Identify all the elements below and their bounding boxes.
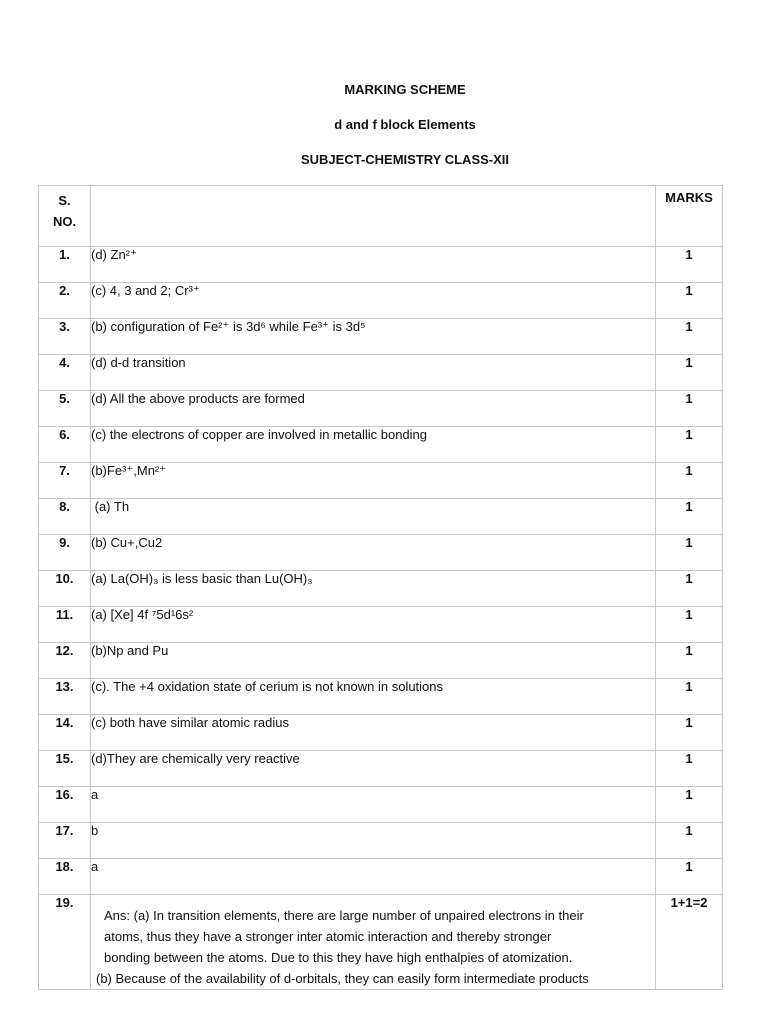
table-row bbox=[39, 679, 723, 715]
table-row bbox=[39, 355, 723, 391]
row-sno: 3. bbox=[39, 319, 91, 355]
row-sno: 9. bbox=[39, 535, 91, 571]
table-row bbox=[39, 535, 723, 571]
row-answer: (c) the electrons of copper are involved in metallic bonding bbox=[91, 427, 656, 463]
table-row bbox=[39, 607, 723, 643]
answer-line-2: atoms, thus they have a stronger inter atomic interaction and thereby stronger bbox=[104, 929, 552, 944]
table-row bbox=[39, 247, 723, 283]
row-answer: (c) both have similar atomic radius bbox=[91, 715, 656, 751]
row-sno: 1. bbox=[39, 247, 91, 283]
row-marks: 1 bbox=[656, 499, 723, 535]
answer-line-1: Ans: (a) In transition elements, there are large number of unpaired electrons in their bbox=[104, 908, 584, 923]
document-topic: d and f block Elements bbox=[334, 117, 476, 132]
row-marks: 1 bbox=[656, 427, 723, 463]
row-sno: 5. bbox=[39, 391, 91, 427]
table-row bbox=[39, 319, 723, 355]
row-answer: (d) All the above products are formed bbox=[91, 391, 656, 427]
row-marks: 1 bbox=[656, 391, 723, 427]
table-row bbox=[39, 643, 723, 679]
row-answer: (a) La(OH)₃ is less basic than Lu(OH)₃ bbox=[91, 571, 656, 607]
row-sno: 4. bbox=[39, 355, 91, 391]
row-sno: 19. bbox=[39, 895, 91, 990]
row-sno: 14. bbox=[39, 715, 91, 751]
row-marks: 1 bbox=[656, 283, 723, 319]
header-sno-line2: NO. bbox=[52, 214, 77, 229]
row-answer: (b) configuration of Fe²⁺ is 3d⁶ while Fe³⁺ is 3d⁵ bbox=[91, 319, 656, 355]
table-row bbox=[39, 715, 723, 751]
row-answer: (b) Cu+,Cu2 bbox=[91, 535, 656, 571]
header-sno bbox=[39, 186, 91, 247]
row-answer: (b)Np and Pu bbox=[91, 643, 656, 679]
row-sno: 2. bbox=[39, 283, 91, 319]
row-answer: (c) 4, 3 and 2; Cr³⁺ bbox=[91, 283, 656, 319]
row-sno: 7. bbox=[39, 463, 91, 499]
row-sno: 13. bbox=[39, 679, 91, 715]
row-answer: (a) Th bbox=[91, 499, 656, 535]
row-sno: 8. bbox=[39, 499, 91, 535]
row-marks: 1 bbox=[656, 859, 723, 895]
row-marks: 1 bbox=[656, 643, 723, 679]
header-sno-line1: S. bbox=[58, 193, 71, 208]
table-row bbox=[39, 787, 723, 823]
table-row bbox=[39, 823, 723, 859]
row-answer-long bbox=[91, 895, 656, 990]
row-marks: 1 bbox=[656, 571, 723, 607]
table-row bbox=[39, 499, 723, 535]
row-marks: 1 bbox=[656, 787, 723, 823]
table-row bbox=[39, 571, 723, 607]
table-row bbox=[39, 751, 723, 787]
row-answer: (b)Fe³⁺,Mn²⁺ bbox=[91, 463, 656, 499]
row-answer: (c). The +4 oxidation state of cerium is not known in solutions bbox=[91, 679, 656, 715]
row-answer: b bbox=[91, 823, 656, 859]
table-row bbox=[39, 859, 723, 895]
row-sno: 16. bbox=[39, 787, 91, 823]
table-header-row bbox=[39, 186, 723, 247]
row-marks: 1 bbox=[656, 607, 723, 643]
table-row bbox=[39, 463, 723, 499]
document-subject: SUBJECT-CHEMISTRY CLASS-XII bbox=[300, 152, 510, 167]
row-marks: 1 bbox=[656, 319, 723, 355]
row-sno: 15. bbox=[39, 751, 91, 787]
header-answer bbox=[91, 186, 656, 247]
row-sno: 12. bbox=[39, 643, 91, 679]
row-sno: 17. bbox=[39, 823, 91, 859]
row-marks: 1 bbox=[656, 715, 723, 751]
row-answer: (d)They are chemically very reactive bbox=[91, 751, 656, 787]
row-answer: (d) d-d transition bbox=[91, 355, 656, 391]
row-answer: a bbox=[91, 787, 656, 823]
row-marks: 1 bbox=[656, 463, 723, 499]
marking-table bbox=[38, 185, 723, 990]
row-marks: 1 bbox=[656, 751, 723, 787]
table-row bbox=[39, 427, 723, 463]
row-sno: 18. bbox=[39, 859, 91, 895]
row-answer: (a) [Xe] 4f ⁷5d¹6s² bbox=[91, 607, 656, 643]
row-marks: 1+1=2 bbox=[656, 895, 723, 990]
table-row-last bbox=[39, 895, 723, 990]
row-sno: 6. bbox=[39, 427, 91, 463]
row-marks: 1 bbox=[656, 355, 723, 391]
header-marks: MARKS bbox=[656, 186, 723, 247]
row-sno: 11. bbox=[39, 607, 91, 643]
row-answer: a bbox=[91, 859, 656, 895]
table-row bbox=[39, 391, 723, 427]
row-answer: (d) Zn²⁺ bbox=[91, 247, 656, 283]
document-title: MARKING SCHEME bbox=[344, 82, 466, 97]
row-sno: 10. bbox=[39, 571, 91, 607]
row-marks: 1 bbox=[656, 247, 723, 283]
row-marks: 1 bbox=[656, 823, 723, 859]
table-row bbox=[39, 283, 723, 319]
answer-line-4: (b) Because of the availability of d-orbitals, they can easily form intermediate products bbox=[96, 971, 589, 986]
row-marks: 1 bbox=[656, 679, 723, 715]
row-marks: 1 bbox=[656, 535, 723, 571]
answer-line-3: bonding between the atoms. Due to this they have high enthalpies of atomization. bbox=[104, 950, 573, 965]
